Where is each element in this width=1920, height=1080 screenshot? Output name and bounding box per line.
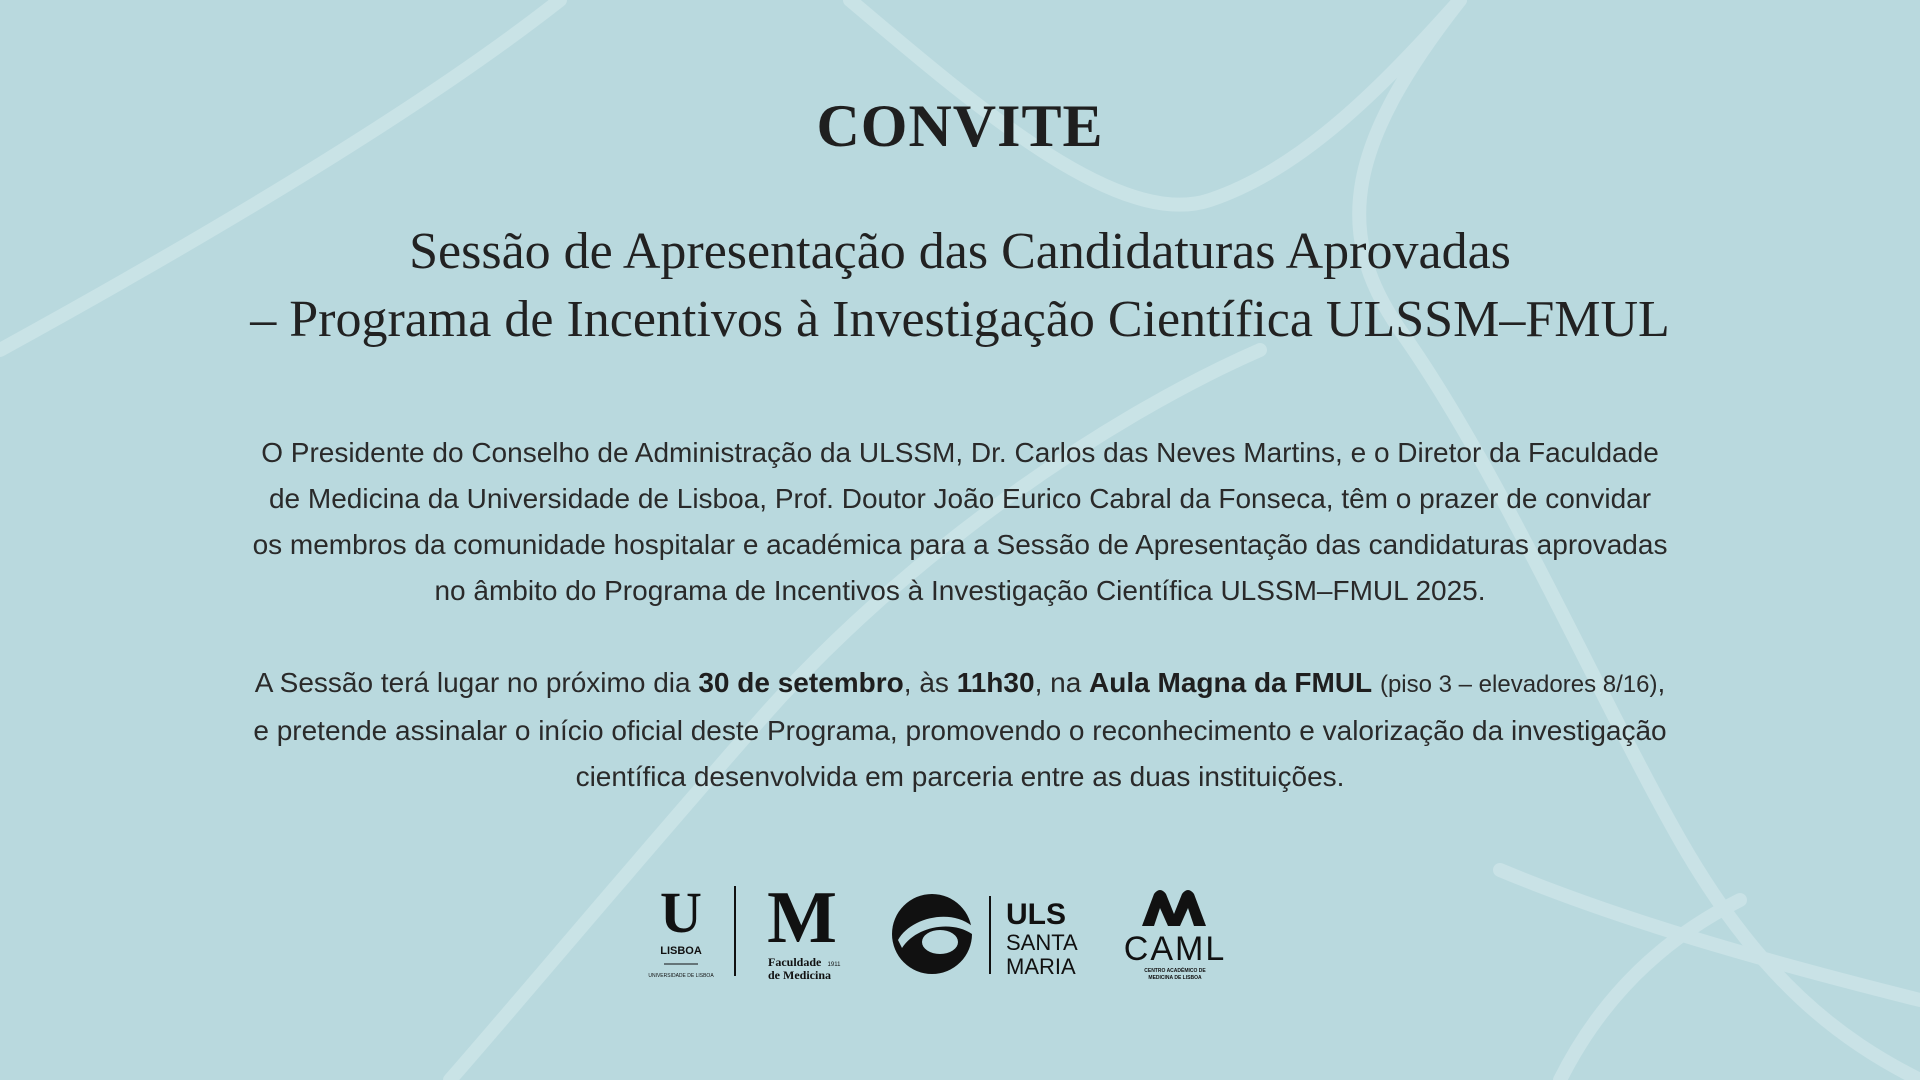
partner-logos — [0, 876, 1920, 986]
p2-text-5: , — [1657, 667, 1666, 698]
event-venue: Aula Magna da FMUL — [1089, 667, 1373, 698]
ulisboa-name: LISBOA — [660, 945, 702, 957]
ulisboa-subtitle: UNIVERSIDADE DE LISBOA — [648, 973, 714, 979]
invitation-paragraph-2 — [160, 660, 1760, 800]
paragraph2-line-1 — [160, 660, 1760, 708]
event-time: 11h30 — [956, 667, 1035, 698]
uls-line-2: SANTA — [1006, 930, 1078, 955]
subtitle-line-1: Sessão de Apresentação das Candidaturas Aprovadas — [409, 223, 1511, 280]
ulisboa-logo — [648, 880, 714, 986]
caml-logo — [1120, 884, 1230, 984]
paragraph2-line-2: e pretende assinalar o início oficial deste Programa, promovendo o reconhecimento e valorização da investigação — [253, 715, 1667, 746]
fmul-line-2: de Medicina — [768, 968, 831, 982]
subtitle-line-2: – Programa de Incentivos à Investigação Científica ULSSM–FMUL — [250, 291, 1670, 348]
fmul-letter: M — [767, 877, 837, 959]
p2-text-2: , às — [903, 667, 957, 698]
ulisboa-letter: U — [660, 880, 702, 945]
p2-text-1: A Sessão terá lugar no próximo dia — [254, 667, 699, 698]
uls-line-3: MARIA — [1006, 954, 1076, 979]
venue-detail: (piso 3 – elevadores 8/16) — [1379, 671, 1658, 698]
fmul-year: 1911 — [827, 962, 841, 968]
logo-divider-1 — [734, 886, 736, 976]
caml-subtitle-1: CENTRO ACADÉMICO DE — [1144, 968, 1206, 974]
paragraph1-line-1: O Presidente do Conselho de Administração da ULSSM, Dr. Carlos das Neves Martins, e o Diretor da Faculdade — [261, 437, 1659, 468]
p2-text-4 — [1372, 667, 1380, 698]
uls-circle-icon — [892, 894, 972, 974]
fmul-line-1: Faculdade — [768, 955, 822, 969]
uls-line-1: ULS — [1006, 898, 1066, 931]
paragraph2-line-3: científica desenvolvida em parceria entre as duas instituições. — [575, 761, 1345, 792]
p2-text-3: , na — [1034, 667, 1090, 698]
uls-santa-maria-logo — [890, 890, 1078, 980]
fmul-logo — [762, 877, 842, 986]
caml-subtitle-2: MEDICINA DE LISBOA — [1148, 975, 1202, 981]
event-subtitle — [0, 218, 1920, 354]
event-date: 30 de setembro — [698, 667, 904, 698]
paragraph1-line-4: no âmbito do Programa de Incentivos à Investigação Científica ULSSM–FMUL 2025. — [434, 575, 1486, 606]
caml-name: CAML — [1123, 930, 1227, 968]
paragraph1-line-2: de Medicina da Universidade de Lisboa, Prof. Doutor João Eurico Cabral da Fonseca, têm o prazer de convidar — [268, 483, 1652, 514]
invitation-paragraph-1 — [160, 430, 1760, 614]
invitation-title: CONVITE — [816, 93, 1104, 159]
paragraph1-line-3: os membros da comunidade hospitalar e académica para a Sessão de Apresentação das candidaturas aprovadas — [252, 529, 1668, 560]
caml-mark-icon — [1142, 890, 1206, 926]
